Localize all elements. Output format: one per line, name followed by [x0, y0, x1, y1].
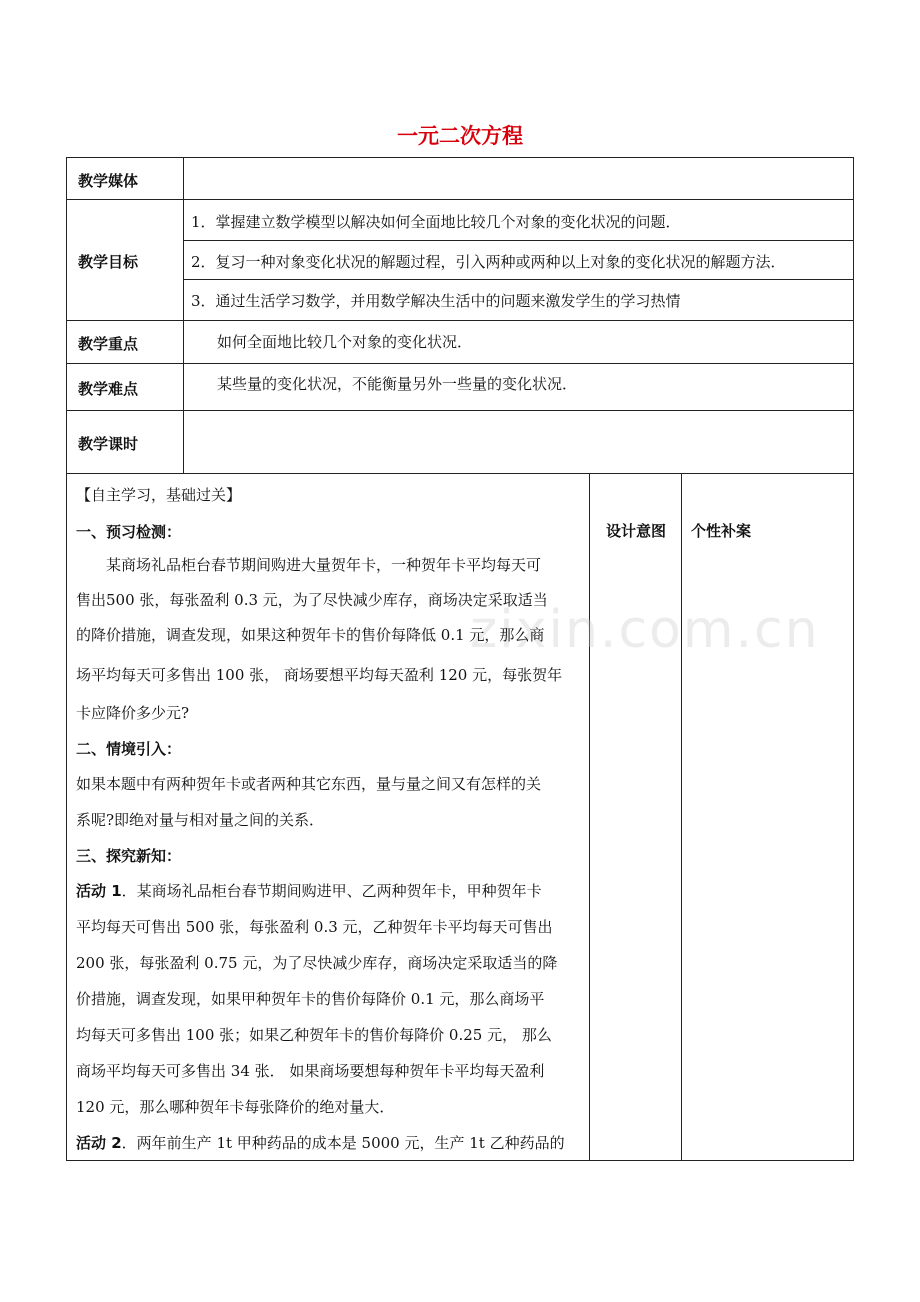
goals-label: 教学目标 — [78, 253, 139, 271]
paragraph-line: 平均每天可售出 500 张，每张盈利 0.3 元，乙种贺年卡平均每天可售出 — [76, 918, 553, 936]
section-heading: 二、情境引入： — [76, 740, 182, 758]
activity-2-label: 活动 2 — [76, 1134, 122, 1152]
paragraph-line: 均每天可多售出 100 张；如果乙种贺年卡的售价每降价 0.25 元， 那么 — [76, 1026, 552, 1044]
paragraph-line: ．两年前生产 1t 甲种药品的成本是 5000 元，生产 1t 乙种药品的 — [121, 1134, 565, 1152]
paragraph-line: 价措施，调查发现，如果甲种贺年卡的售价每降价 0.1 元，那么商场平 — [76, 990, 545, 1008]
design-intent-header: 设计意图 — [606, 522, 667, 540]
paragraph-line: 的降价措施，调查发现，如果这种贺年卡的售价每降低 0.1 元，那么商 — [76, 626, 545, 644]
section-heading: 【自主学习，基础过关】 — [76, 486, 242, 504]
supplement-header: 个性补案 — [691, 522, 752, 540]
hours-label: 教学课时 — [78, 435, 139, 453]
activity-1-first-line — [76, 880, 542, 901]
row-divider — [66, 363, 854, 364]
paragraph-line: 120 元，那么哪种贺年卡每张降价的绝对量大． — [76, 1098, 395, 1116]
difficult-value: 某些量的变化状况，不能衡量另外一些量的变化状况． — [217, 375, 578, 393]
table-border-bottom — [66, 1160, 854, 1161]
paragraph-line: 200 张，每张盈利 0.75 元，为了尽快减少库存，商场决定采取适当的降 — [76, 954, 558, 972]
goal-divider — [183, 240, 854, 241]
table-border-top — [66, 157, 854, 158]
goal-divider — [183, 279, 854, 280]
section-heading: 一、预习检测： — [76, 523, 182, 541]
goal-item: 1．掌握建立数学模型以解决如何全面地比较几个对象的变化状况的问题． — [191, 213, 681, 231]
watermark: zixin.com.cn — [470, 600, 820, 660]
table-border-right — [853, 157, 854, 1161]
section-heading: 三、探究新知： — [76, 847, 182, 865]
row-divider — [66, 199, 854, 200]
row-divider — [66, 410, 854, 411]
activity-2-first-line — [76, 1132, 565, 1153]
media-label: 教学媒体 — [78, 172, 139, 190]
paragraph-line: 商场平均每天可多售出 34 张． 如果商场要想每种贺年卡平均每天盈利 — [76, 1062, 545, 1080]
goal-item: 2．复习一种对象变化状况的解题过程，引入两种或两种以上对象的变化状况的解题方法． — [191, 253, 786, 271]
activity-1-label: 活动 1 — [76, 882, 122, 900]
key-value: 如何全面地比较几个对象的变化状况． — [217, 333, 473, 351]
table-border-left — [66, 157, 67, 1161]
goal-item: 3．通过生活学习数学，并用数学解决生活中的问题来激发学生的学习热情 — [191, 292, 681, 310]
paragraph-line: 某商场礼品柜台春节期间购进大量贺年卡，一种贺年卡平均每天可 — [106, 556, 542, 574]
paragraph-line: ．某商场礼品柜台春节期间购进甲、乙两种贺年卡，甲种贺年卡 — [121, 882, 542, 900]
row-divider — [66, 320, 854, 321]
label-column-divider — [183, 157, 184, 474]
row-divider — [66, 473, 854, 474]
paragraph-line: 场平均每天可多售出 100 张， 商场要想平均每天盈利 120 元，每张贺年 — [76, 666, 563, 684]
page-title: 一元二次方程 — [397, 124, 523, 148]
paragraph-line: 卡应降价多少元? — [76, 704, 190, 722]
paragraph-line: 如果本题中有两种贺年卡或者两种其它东西，量与量之间又有怎样的关 — [76, 775, 542, 793]
paragraph-line: 售出500 张，每张盈利 0.3 元，为了尽快减少库存，商场决定采取适当 — [76, 591, 548, 609]
paragraph-line: 系呢?即绝对量与相对量之间的关系． — [76, 811, 325, 829]
key-label: 教学重点 — [78, 335, 139, 353]
content-column-divider — [589, 473, 590, 1161]
design-column-divider — [681, 473, 682, 1161]
difficult-label: 教学难点 — [78, 380, 139, 398]
